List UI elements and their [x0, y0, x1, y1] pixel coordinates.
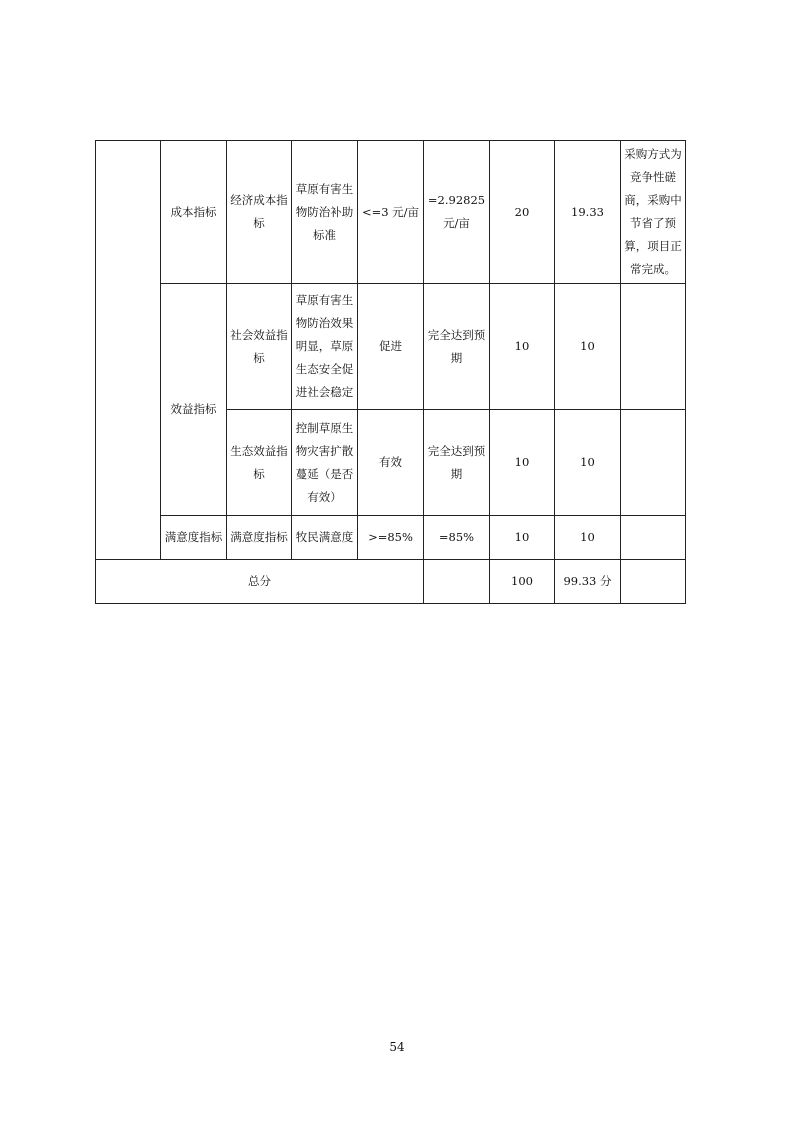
level1-indicator-cell [96, 141, 161, 560]
score-ecological-cell: 10 [555, 410, 621, 516]
total-note-cell [621, 560, 686, 604]
weight-ecological-cell: 10 [490, 410, 555, 516]
target-ecological-cell: 有效 [358, 410, 424, 516]
actual-cost-cell: =2.92825 元/亩 [424, 141, 490, 284]
indicator-ecological-cell: 控制草原生物灾害扩散蔓延（是否有效） [292, 410, 358, 516]
target-social-cell: 促进 [358, 284, 424, 410]
total-label-cell: 总分 [96, 560, 424, 604]
note-satisfaction-cell [621, 516, 686, 560]
indicator-satisfaction-cell: 牧民满意度 [292, 516, 358, 560]
level3-ecological-cell: 生态效益指标 [227, 410, 292, 516]
level2-cost-cell: 成本指标 [161, 141, 227, 284]
table-row-satisfaction [96, 516, 686, 560]
actual-ecological-cell: 完全达到预期 [424, 410, 490, 516]
total-score-cell: 99.33 分 [555, 560, 621, 604]
table-row-social-benefit [96, 284, 686, 410]
level3-cost-cell: 经济成本指标 [227, 141, 292, 284]
note-cost-cell: 采购方式为竞争性磋商，采购中节省了预算，项目正常完成。 [621, 141, 686, 284]
indicator-cost-cell: 草原有害生物防治补助标准 [292, 141, 358, 284]
performance-table [95, 140, 686, 604]
total-weight-cell: 100 [490, 560, 555, 604]
score-satisfaction-cell: 10 [555, 516, 621, 560]
actual-satisfaction-cell: =85% [424, 516, 490, 560]
level2-benefit-cell: 效益指标 [161, 284, 227, 516]
note-social-cell [621, 284, 686, 410]
score-cost-cell: 19.33 [555, 141, 621, 284]
level3-satisfaction-cell: 满意度指标 [227, 516, 292, 560]
target-satisfaction-cell: >=85% [358, 516, 424, 560]
weight-satisfaction-cell: 10 [490, 516, 555, 560]
weight-cost-cell: 20 [490, 141, 555, 284]
score-social-cell: 10 [555, 284, 621, 410]
actual-social-cell: 完全达到预期 [424, 284, 490, 410]
level3-social-cell: 社会效益指标 [227, 284, 292, 410]
note-ecological-cell [621, 410, 686, 516]
weight-social-cell: 10 [490, 284, 555, 410]
level2-satisfaction-cell: 满意度指标 [161, 516, 227, 560]
target-cost-cell: <=3 元/亩 [358, 141, 424, 284]
total-actual-cell [424, 560, 490, 604]
table-row-total [96, 560, 686, 604]
page-number: 54 [389, 1040, 405, 1054]
indicator-social-cell: 草原有害生物防治效果明显，草原生态安全促进社会稳定 [292, 284, 358, 410]
table-row-cost [96, 141, 686, 284]
